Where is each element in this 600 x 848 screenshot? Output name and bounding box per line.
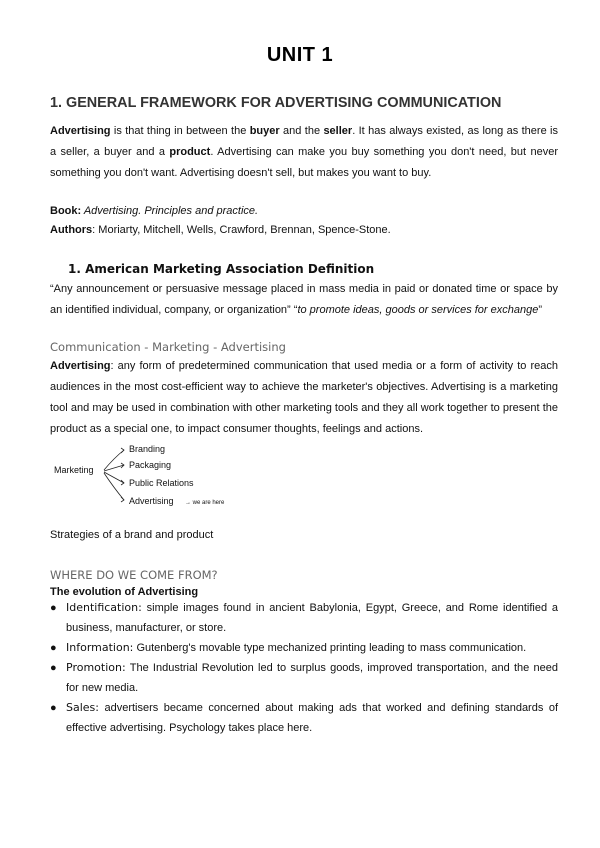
section-title: 1. GENERAL FRAMEWORK FOR ADVERTISING COMMUNICATION	[50, 95, 502, 111]
evolution-term: Identification:	[66, 601, 142, 614]
evolution-text: advertisers became concerned about making ads that worked and defining standards of effective advertising. Psychology takes place here.	[66, 702, 558, 734]
ama-quote-italic: to promote ideas, goods or services for exchange	[297, 304, 539, 316]
cma-term: Advertising	[50, 360, 111, 372]
bullet-icon: ●	[50, 702, 57, 714]
ama-quote: “Any announcement or persuasive message placed in mass media in paid or donated time or space by an identified individual, company, or organization” “	[50, 283, 558, 316]
diagram-arrows	[104, 448, 124, 502]
intro-text-1: is that thing in between the	[110, 125, 250, 137]
intro-text-2: and the	[279, 125, 324, 137]
intro-buyer-term: buyer	[249, 125, 280, 137]
diagram-note: → we are here	[185, 500, 225, 506]
list-item	[50, 658, 558, 698]
bullet-icon: ●	[50, 642, 57, 654]
diagram-branch-public-relations: Public Relations	[129, 478, 194, 488]
intro-advertising-term: Advertising	[50, 125, 111, 137]
evolution-text: The Industrial Revolution led to surplus goods, improved transportation, and the need for new media.	[66, 662, 558, 694]
evolution-term: Information:	[66, 641, 134, 654]
intro-text-4: . Advertising can make you buy something you don't need, but never something you don't want. Advertising doesn't sell, but makes you want to buy.	[50, 146, 559, 179]
authors-line	[50, 220, 558, 240]
diagram-branch-branding: Branding	[129, 444, 166, 454]
list-item	[50, 638, 558, 658]
cma-heading: Communication - Marketing - Advertising	[50, 340, 286, 354]
where-heading: WHERE DO WE COME FROM?	[50, 568, 218, 582]
book-title: Advertising. Principles and practice.	[81, 205, 259, 217]
authors-label: Authors	[50, 224, 93, 236]
intro-product-term: product	[169, 146, 211, 158]
diagram-root: Marketing	[54, 465, 94, 475]
bullet-icon: ●	[50, 602, 57, 614]
diagram-branch-packaging: Packaging	[129, 460, 172, 470]
authors-value: : Moriarty, Mitchell, Wells, Crawford, Brennan, Spence-Stone.	[92, 224, 391, 236]
book-line	[50, 201, 558, 221]
list-item	[50, 598, 558, 638]
evolution-text: simple images found in ancient Babylonia, Egypt, Greece, and Rome identified a business, manufacturer, or store.	[66, 602, 558, 634]
intro-text-3: . It has always existed, as long as there is a seller, a buyer and a	[50, 125, 558, 158]
intro-seller-term: seller	[323, 125, 353, 137]
ama-heading: 1. American Marketing Association Definition	[68, 262, 375, 276]
cma-body: : any form of predetermined communication that used media or a form of activity to reach audiences in the most cost-efficient way to achieve the marketer's objectives. Advertising is a marketing tool and may be used in combination with other marketing tools and they all work together to present the product as a special one, to impact consumer thoughts, feelings and actions.	[50, 360, 558, 435]
list-item	[50, 698, 558, 738]
intro-paragraph	[50, 121, 558, 184]
ama-definition	[50, 279, 558, 321]
arrowhead-branding	[121, 448, 124, 453]
evolution-list	[50, 598, 558, 738]
cma-paragraph	[50, 356, 558, 440]
unit-title: UNIT 1	[266, 44, 334, 66]
evolution-text: Gutenberg's movable type mechanized printing leading to mass communication.	[133, 642, 527, 654]
marketing-diagram	[52, 440, 302, 512]
bullet-icon: ●	[50, 662, 57, 674]
evolution-term: Promotion:	[66, 661, 126, 674]
ama-quote-end: ”	[538, 304, 543, 316]
evolution-term: Sales:	[66, 701, 99, 714]
strategies-caption: Strategies of a brand and product	[50, 529, 214, 541]
diagram-branch-advertising: Advertising	[129, 496, 174, 506]
book-label: Book:	[50, 205, 82, 217]
evolution-title-text: The evolution of Advertising	[50, 586, 199, 598]
